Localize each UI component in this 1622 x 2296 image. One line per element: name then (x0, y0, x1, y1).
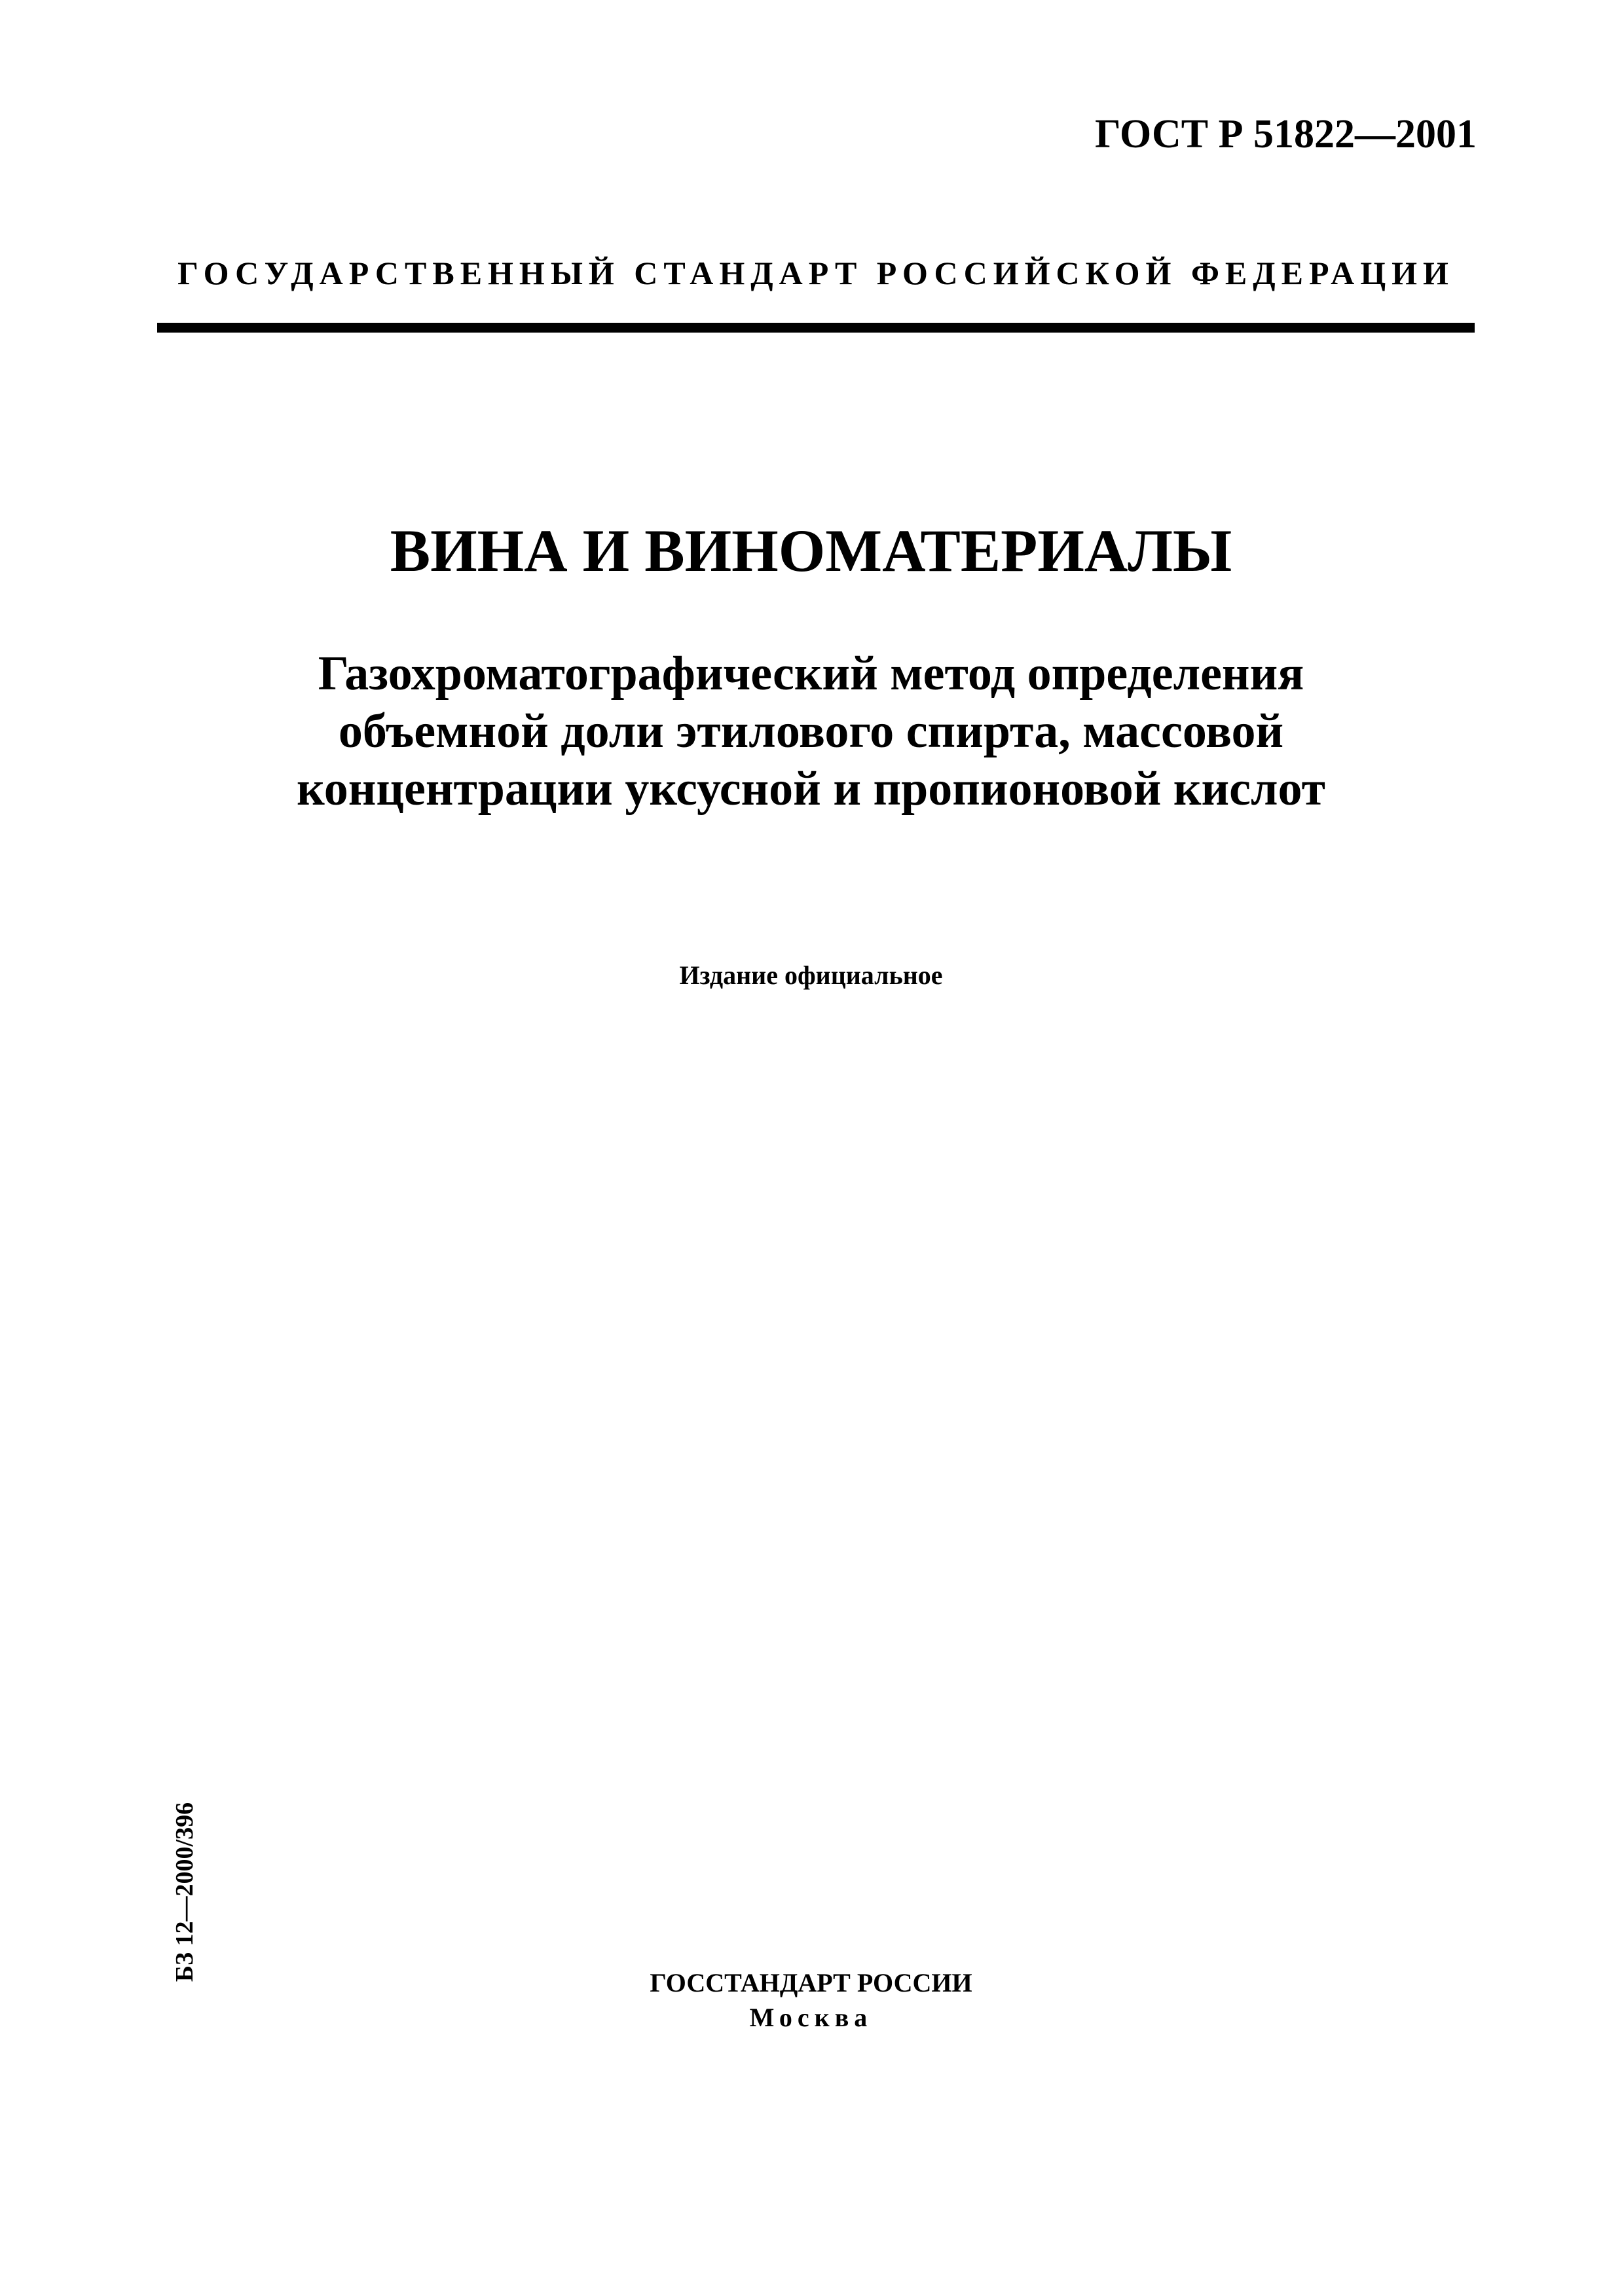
subtitle-line-1: Газохроматографический метод определения (318, 647, 1304, 701)
state-standard-heading: ГОСУДАРСТВЕННЫЙ СТАНДАРТ РОССИЙСКОЙ ФЕДЕРАЦИИ (177, 255, 1454, 291)
document-title: ВИНА И ВИНОМАТЕРИАЛЫ (390, 517, 1232, 584)
header-divider (157, 323, 1475, 333)
side-code-vertical: БЗ 12—2000/396 (171, 1802, 198, 1982)
standard-designation: ГОСТ Р 51822—2001 (1095, 112, 1477, 156)
subtitle-line-3: концентрации уксусной и пропионовой кислот (297, 762, 1325, 816)
edition-label: Издание официальное (679, 960, 943, 990)
publisher-city: Москва (749, 2003, 873, 2032)
publisher-name: ГОССТАНДАРТ РОССИИ (650, 1968, 972, 1997)
document-subtitle (0, 645, 1622, 818)
subtitle-line-2: объемной доли этилового спирта, массовой (338, 704, 1284, 758)
